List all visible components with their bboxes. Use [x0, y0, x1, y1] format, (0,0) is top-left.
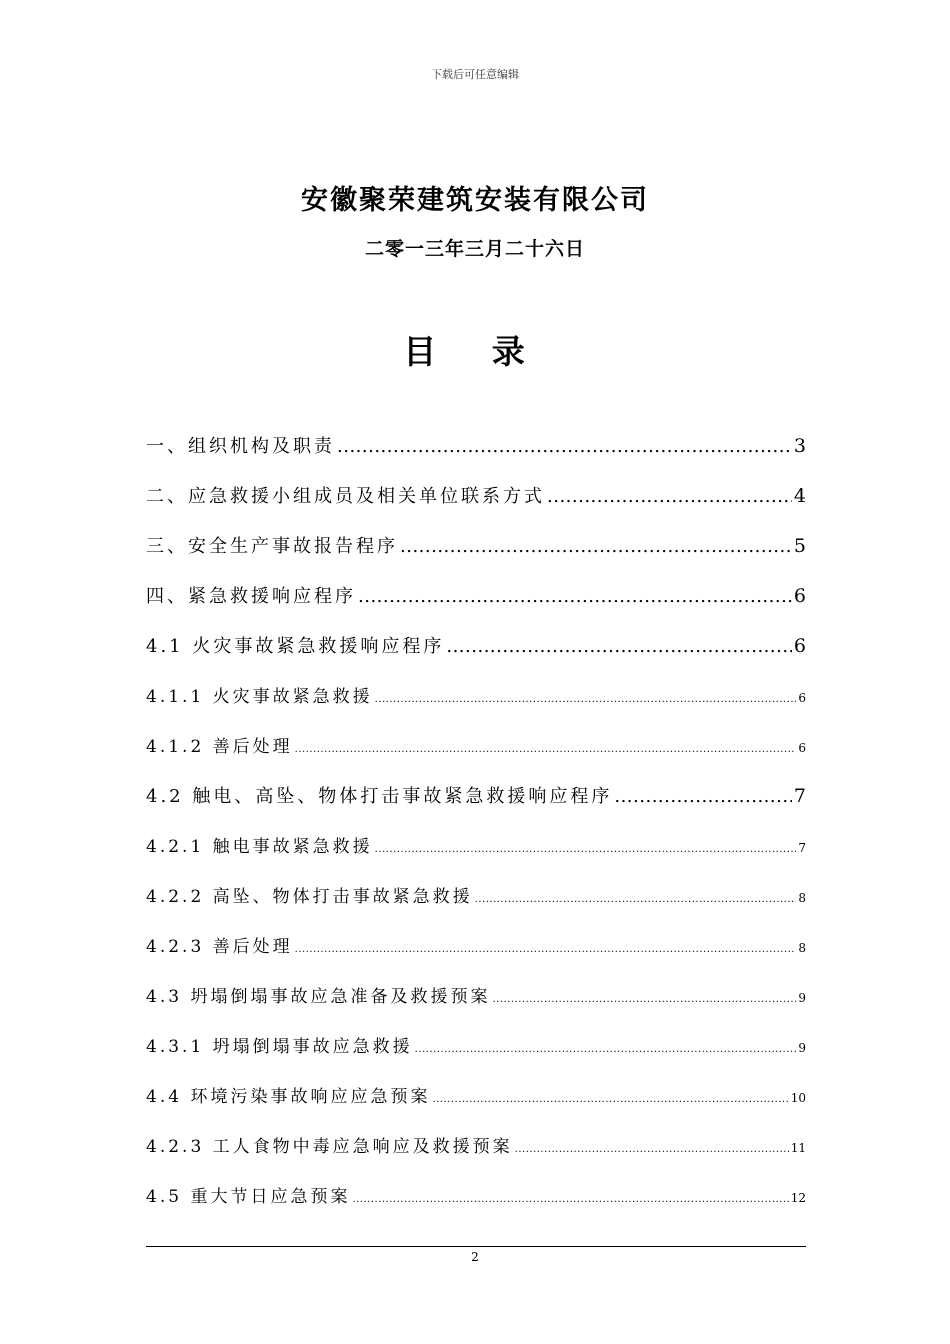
toc-entry-label: 4.3 坍塌倒塌事故应急准备及救援预案	[146, 987, 491, 1007]
toc-leader-dots	[400, 536, 792, 557]
toc-leader-dots	[432, 1094, 788, 1105]
toc-entry-label: 4.1.1 火灾事故紧急救援	[146, 687, 373, 707]
toc-entry[interactable]	[146, 882, 806, 932]
toc-entry[interactable]	[146, 682, 806, 732]
toc-entry-page: 6	[798, 741, 806, 755]
toc-entry-label: 4.2 触电、高坠、物体打击事故紧急救援响应程序	[146, 786, 613, 807]
toc-entry-page: 7	[798, 841, 806, 855]
toc-entry-label: 一、组织机构及职责	[146, 436, 335, 457]
toc-title: 目 录	[403, 332, 547, 371]
toc-entry-label: 4.5 重大节日应急预案	[146, 1187, 351, 1207]
table-of-contents	[146, 432, 806, 1232]
toc-entry-label: 三、安全生产事故报告程序	[146, 536, 398, 557]
page-number: 2	[471, 1250, 479, 1264]
toc-leader-dots	[375, 844, 797, 855]
toc-leader-dots	[358, 586, 792, 607]
toc-entry-page: 4	[793, 485, 806, 507]
toc-entry-label: 4.2.1 触电事故紧急救援	[146, 837, 373, 857]
toc-leader-dots	[337, 436, 792, 457]
toc-entry-label: 4.4 环境污染事故响应应急预案	[146, 1087, 431, 1107]
document-date: 二零一三年三月二十六日	[364, 238, 585, 260]
toc-entry[interactable]	[146, 1032, 806, 1082]
toc-leader-dots	[352, 1194, 788, 1205]
toc-entry[interactable]	[146, 1082, 806, 1132]
toc-entry[interactable]	[146, 782, 806, 832]
toc-entry-label: 4.1 火灾事故紧急救援响应程序	[146, 636, 445, 657]
toc-entry-label: 4.2.2 高坠、物体打击事故紧急救援	[146, 887, 473, 907]
toc-entry-label: 4.2.3 工人食物中毒应急响应及救援预案	[146, 1137, 513, 1157]
toc-entry-page: 5	[793, 535, 806, 557]
toc-leader-dots	[375, 694, 797, 705]
toc-entry[interactable]	[146, 432, 806, 482]
toc-entry-label: 四、紧急救援响应程序	[146, 586, 356, 607]
toc-entry[interactable]	[146, 482, 806, 532]
company-name: 安徽聚荣建筑安装有限公司	[301, 185, 649, 216]
toc-entry-label: 4.1.2 善后处理	[146, 737, 293, 757]
toc-entry-page: 9	[798, 1041, 806, 1055]
toc-entry[interactable]	[146, 982, 806, 1032]
footer-divider	[146, 1246, 806, 1247]
toc-entry-label: 4.2.3 善后处理	[146, 937, 293, 957]
toc-entry-page: 12	[790, 1191, 806, 1205]
toc-entry-page: 6	[793, 585, 806, 607]
toc-entry-page: 8	[798, 941, 806, 955]
toc-entry[interactable]	[146, 632, 806, 682]
toc-entry[interactable]	[146, 732, 806, 782]
toc-entry-page: 9	[798, 991, 806, 1005]
toc-leader-dots	[415, 1044, 797, 1055]
toc-leader-dots	[295, 944, 797, 955]
toc-entry-page: 3	[793, 435, 806, 457]
toc-entry-page: 6	[793, 635, 806, 657]
toc-entry[interactable]	[146, 932, 806, 982]
toc-entry-page: 7	[793, 785, 806, 807]
toc-entry-label: 4.3.1 坍塌倒塌事故应急救援	[146, 1037, 413, 1057]
toc-entry-page: 8	[798, 891, 806, 905]
toc-leader-dots	[295, 744, 797, 755]
toc-entry[interactable]	[146, 1182, 806, 1232]
toc-entry-page: 6	[798, 691, 806, 705]
header-note: 下载后可任意编辑	[431, 68, 519, 81]
toc-leader-dots	[515, 1144, 789, 1155]
toc-leader-dots	[446, 636, 792, 657]
toc-entry-page: 11	[790, 1141, 806, 1155]
toc-entry-label: 二、应急救援小组成员及相关单位联系方式	[146, 486, 545, 507]
toc-entry-page: 10	[790, 1091, 806, 1105]
toc-leader-dots	[614, 786, 792, 807]
toc-entry[interactable]	[146, 1132, 806, 1182]
toc-entry[interactable]	[146, 532, 806, 582]
toc-leader-dots	[475, 894, 797, 905]
toc-entry[interactable]	[146, 582, 806, 632]
toc-leader-dots	[547, 486, 792, 507]
toc-leader-dots	[492, 994, 796, 1005]
toc-entry[interactable]	[146, 832, 806, 882]
